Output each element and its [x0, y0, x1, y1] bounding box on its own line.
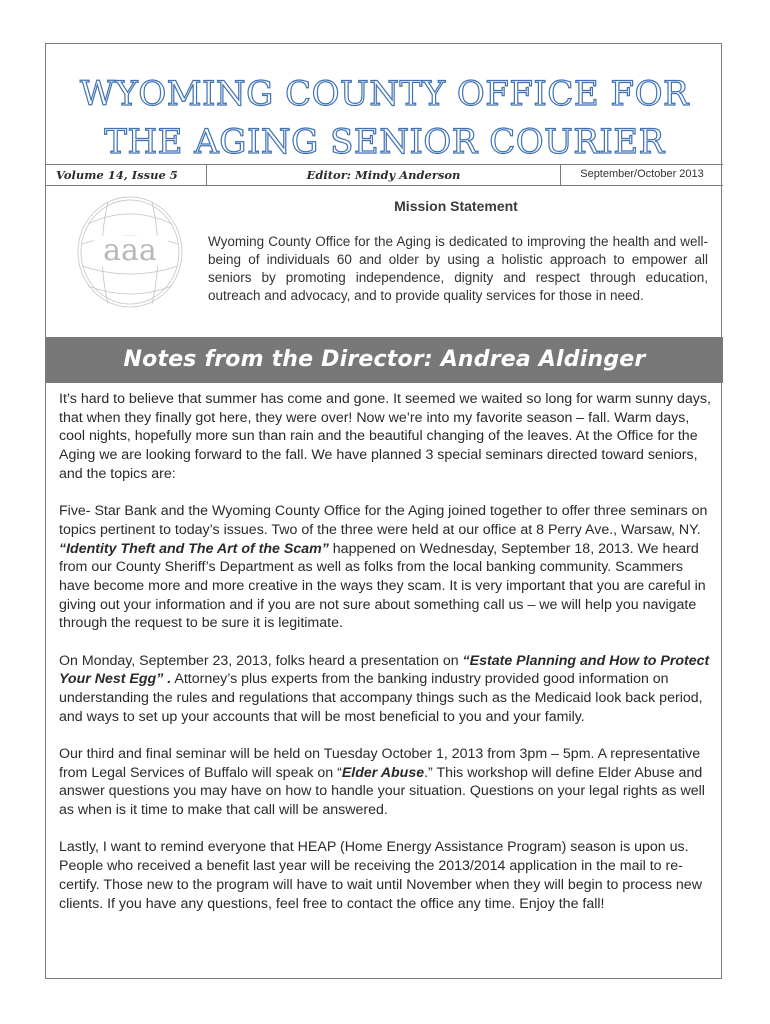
editor-credit: Editor: Mindy Anderson: [206, 165, 561, 185]
article-paragraph: [59, 838, 711, 913]
mission-heading: Mission Statement: [394, 198, 518, 214]
article-paragraph: [59, 745, 711, 820]
issue-info-bar: [46, 164, 723, 186]
title-line-1: WYOMING COUNTY OFFICE FOR: [79, 74, 690, 114]
paragraph-text: On Monday, September 23, 2013, folks heard a presentation on: [59, 652, 463, 669]
article-paragraph: [59, 502, 711, 633]
mission-statement: Wyoming County Office for the Aging is dedicated to improving the health and well-being of individuals 60 and older by using a holistic approach to empower all seniors by promoting independence, dignity and respect through education, outreach and advocacy, and to provide quality services for those in need.: [208, 234, 708, 303]
seminar-title: Elder Abuse: [341, 764, 425, 781]
seminar-title: “Identity Theft and The Art of the Scam”: [59, 540, 329, 557]
paragraph-text: .” This workshop will define Elder Abuse and answer questions you may have on how to handle your situation. Questions on your legal rights as well as when is it time to make that call will be answered.: [59, 764, 705, 819]
volume-issue: Volume 14, Issue 5: [56, 168, 178, 182]
paragraph-text: Lastly, I want to remind everyone that HEAP (Home Energy Assistance Program) season is upon us. People who received a benefit last year will be receiving the 2013/2014 application in the mail to re-certify. Those new to the program will have to wait until November when they will begin to process new clients. If you have any questions, feel free to contact the office any time. Enjoy the fall!: [59, 839, 702, 912]
paragraph-text: happened on Wednesday, September 18, 2013. We heard from our County Sheriff’s Department as well as folks from the local banking community. Scammers have become more and more creative in the ways they scam. It is very important that you are careful in giving out your information and if you are not sure about something call us – we will help you navigate through the request to be sure it is legitimate.: [59, 540, 706, 632]
paragraph-text: Attorney’s plus experts from the banking industry provided good information on understanding the rules and regulations that accompany things such as the Medicaid look back period, and ways to set up your accounts that will be most beneficial to you and your family.: [59, 671, 703, 725]
aaa-logo-icon: [68, 194, 198, 310]
director-article: [59, 390, 711, 932]
title-line-2: THE AGING SENIOR COURIER: [104, 122, 665, 162]
director-banner: [46, 337, 723, 383]
newsletter-frame: [45, 43, 722, 979]
director-notes-heading: Notes from the Director: Andrea Aldinger: [123, 347, 646, 372]
article-paragraph: [59, 652, 711, 727]
paragraph-text: Our third and final seminar will be held on Tuesday October 1, 2013 from 3pm – 5pm. A representative from Legal Services of Buffalo will speak on “: [59, 746, 701, 781]
paragraph-text: Five- Star Bank and the Wyoming County Office for the Aging joined together to offer three seminars on topics pertinent to today’s issues. Two of the three were held at our office at 8 Perry Ave., Warsaw, NY.: [59, 503, 708, 538]
article-paragraph: [59, 390, 711, 484]
paragraph-text: It’s hard to believe that summer has come and gone. It seemed we waited so long for warm sunny days, that when they finally got here, they were over! Now we’re into my favorite season – fall. Warm days, cool nights, hopefully more sun than rain and the beautiful changing of the leaves. At the Office for the Aging we are looking forward to the fall. We have planned 3 special seminars directed toward seniors, and the topics are:: [59, 391, 711, 482]
issue-date: September/October 2013: [580, 168, 704, 180]
seminar-title: “Estate Planning and How to Protect Your Nest Egg” .: [59, 652, 710, 688]
newsletter-title: [46, 70, 723, 166]
logo-text: aaa: [103, 233, 157, 268]
